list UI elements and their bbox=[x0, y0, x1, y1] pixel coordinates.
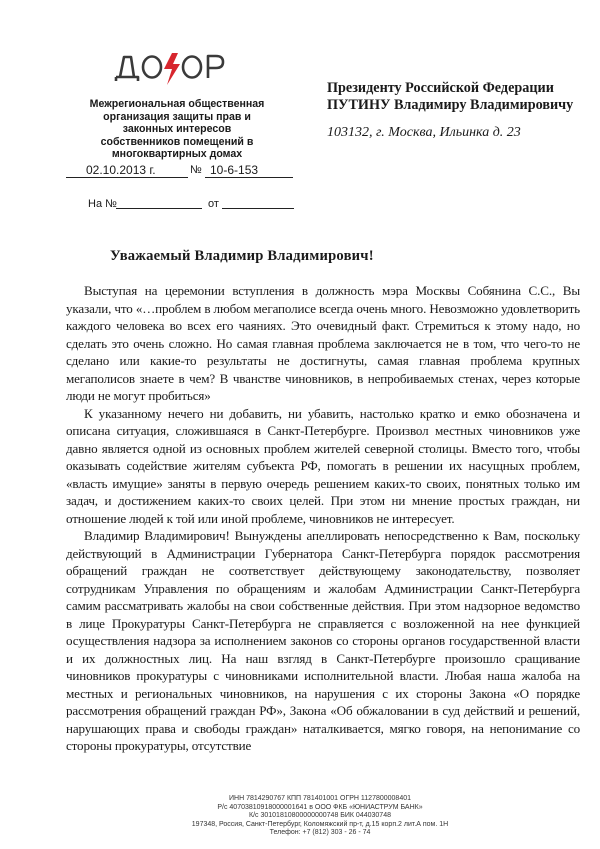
addressee-address: 103132, г. Москва, Ильинка д. 23 bbox=[327, 125, 521, 140]
from-date-underline bbox=[222, 208, 294, 209]
outgoing-number-label: № bbox=[190, 164, 202, 176]
logo-graphic bbox=[112, 47, 232, 87]
in-reply-label: На № bbox=[88, 198, 117, 210]
body-paragraph-2: К указанному нечего ни добавить, ни убавить, настолько кратко и емко обозначена и описана ситуация, сложившаяся в Санкт-Петербурге. Произвол местных чиновников уже давно является одной из основных проблем жителей северной столицы. Вместо того, чтобы оказывать содействие жителям субъекта РФ, помогать в решении их насущных проблем, «власть имущие» заняты в первую очередь решением каких-то своих, понятных только им задач, и достижением каких-то своих целей. При этом ни мнение простых граждан, ни отношение людей к той или иной проблеме, чиновников не интересует. bbox=[66, 405, 580, 526]
letterhead-footer bbox=[100, 795, 540, 838]
footer-bank-account: Р/с 40703810918000001641 в ООО ФКБ «ЮНИАСТРУМ БАНК» bbox=[217, 803, 423, 811]
organization-name: Межрегиональная общественная организация защиты прав и законных интересов собственников помещений в многоквартирных домах bbox=[89, 98, 265, 161]
body-paragraph-3: Владимир Владимирович! Вынуждены апеллировать непосредственно к Вам, поскольку действующий в Администрации Губернатора Санкт-Петербурга порядок рассмотрения обращений граждан не соответствует действующему законодательству, позволяет сотрудникам Управления по обращениям и жалобам Администрации Санкт-Петербурга самим рассматривать жалобы на свои собственные действия. При этом надзорное ведомство в лице Прокуратуры Санкт-Петербурга не справляется с возложенной на нее функцией осуществления надзора за исполнением законов со стороны органов государственной власти и их должностных лиц. На наш взгляд в Санкт-Петербурге произошло сращивание чиновников прокуратуры с чиновниками исполнительной власти. Любая наша жалоба на местных и региональных чиновников, на нарушения с их стороны Закона «О порядке рассмотрения обращений граждан РФ», Закона «Об обжаловании в суд действий и решений, нарушающих права и свободы граждан» наталкивается, мягко говоря, на непонимание со стороны прокуратуры, отсутствие bbox=[66, 528, 580, 753]
body-paragraph-1: Выступая на церемонии вступления в должность мэра Москвы Собянина С.С., Вы указали, что «…проблем в любом мегаполисе всегда очень много. Невозможно удовлетворить каждого человека во всех его чаяниях. Это очевидный факт. Стремиться к этому надо, но сделать это очень сложно. Но самая главная проблема заключается не в том, что чего-то не сделано или какие-то результаты не достигнуты, самая главная проблема крупных мегаполисов знаете в чем? В чванстве чиновников, в непробиваемых стенах, через которые люди не могут пробиться» bbox=[66, 283, 580, 403]
footer-phone: Телефон: +7 (812) 303 - 26 - 74 bbox=[269, 829, 371, 837]
footer-tax-ids: ИНН 7814290767 КПП 781401001 ОГРН 1127800008401 bbox=[228, 795, 412, 802]
salutation: Уважаемый Владимир Владимирович! bbox=[110, 248, 374, 264]
from-date-label: от bbox=[208, 198, 219, 210]
addressee-name: ПУТИНУ Владимиру Владимировичу bbox=[327, 97, 574, 113]
number-underline bbox=[205, 177, 293, 178]
addressee-title: Президенту Российской Федерации bbox=[327, 80, 554, 96]
outgoing-date: 02.10.2013 г. bbox=[86, 163, 156, 177]
footer-correspondent-account: К/с 30101810800000000748 БИК 044030748 bbox=[249, 812, 391, 820]
org-logo bbox=[112, 47, 232, 87]
letter-body bbox=[66, 282, 580, 755]
date-underline bbox=[66, 177, 188, 178]
outgoing-number: 10-6-153 bbox=[210, 163, 259, 177]
in-reply-underline bbox=[116, 208, 202, 209]
footer-address: 197348, Россия, Санкт-Петербург, Коломяжский пр-т, д.15 корп.2 лит.А пом. 1Н bbox=[191, 820, 449, 828]
